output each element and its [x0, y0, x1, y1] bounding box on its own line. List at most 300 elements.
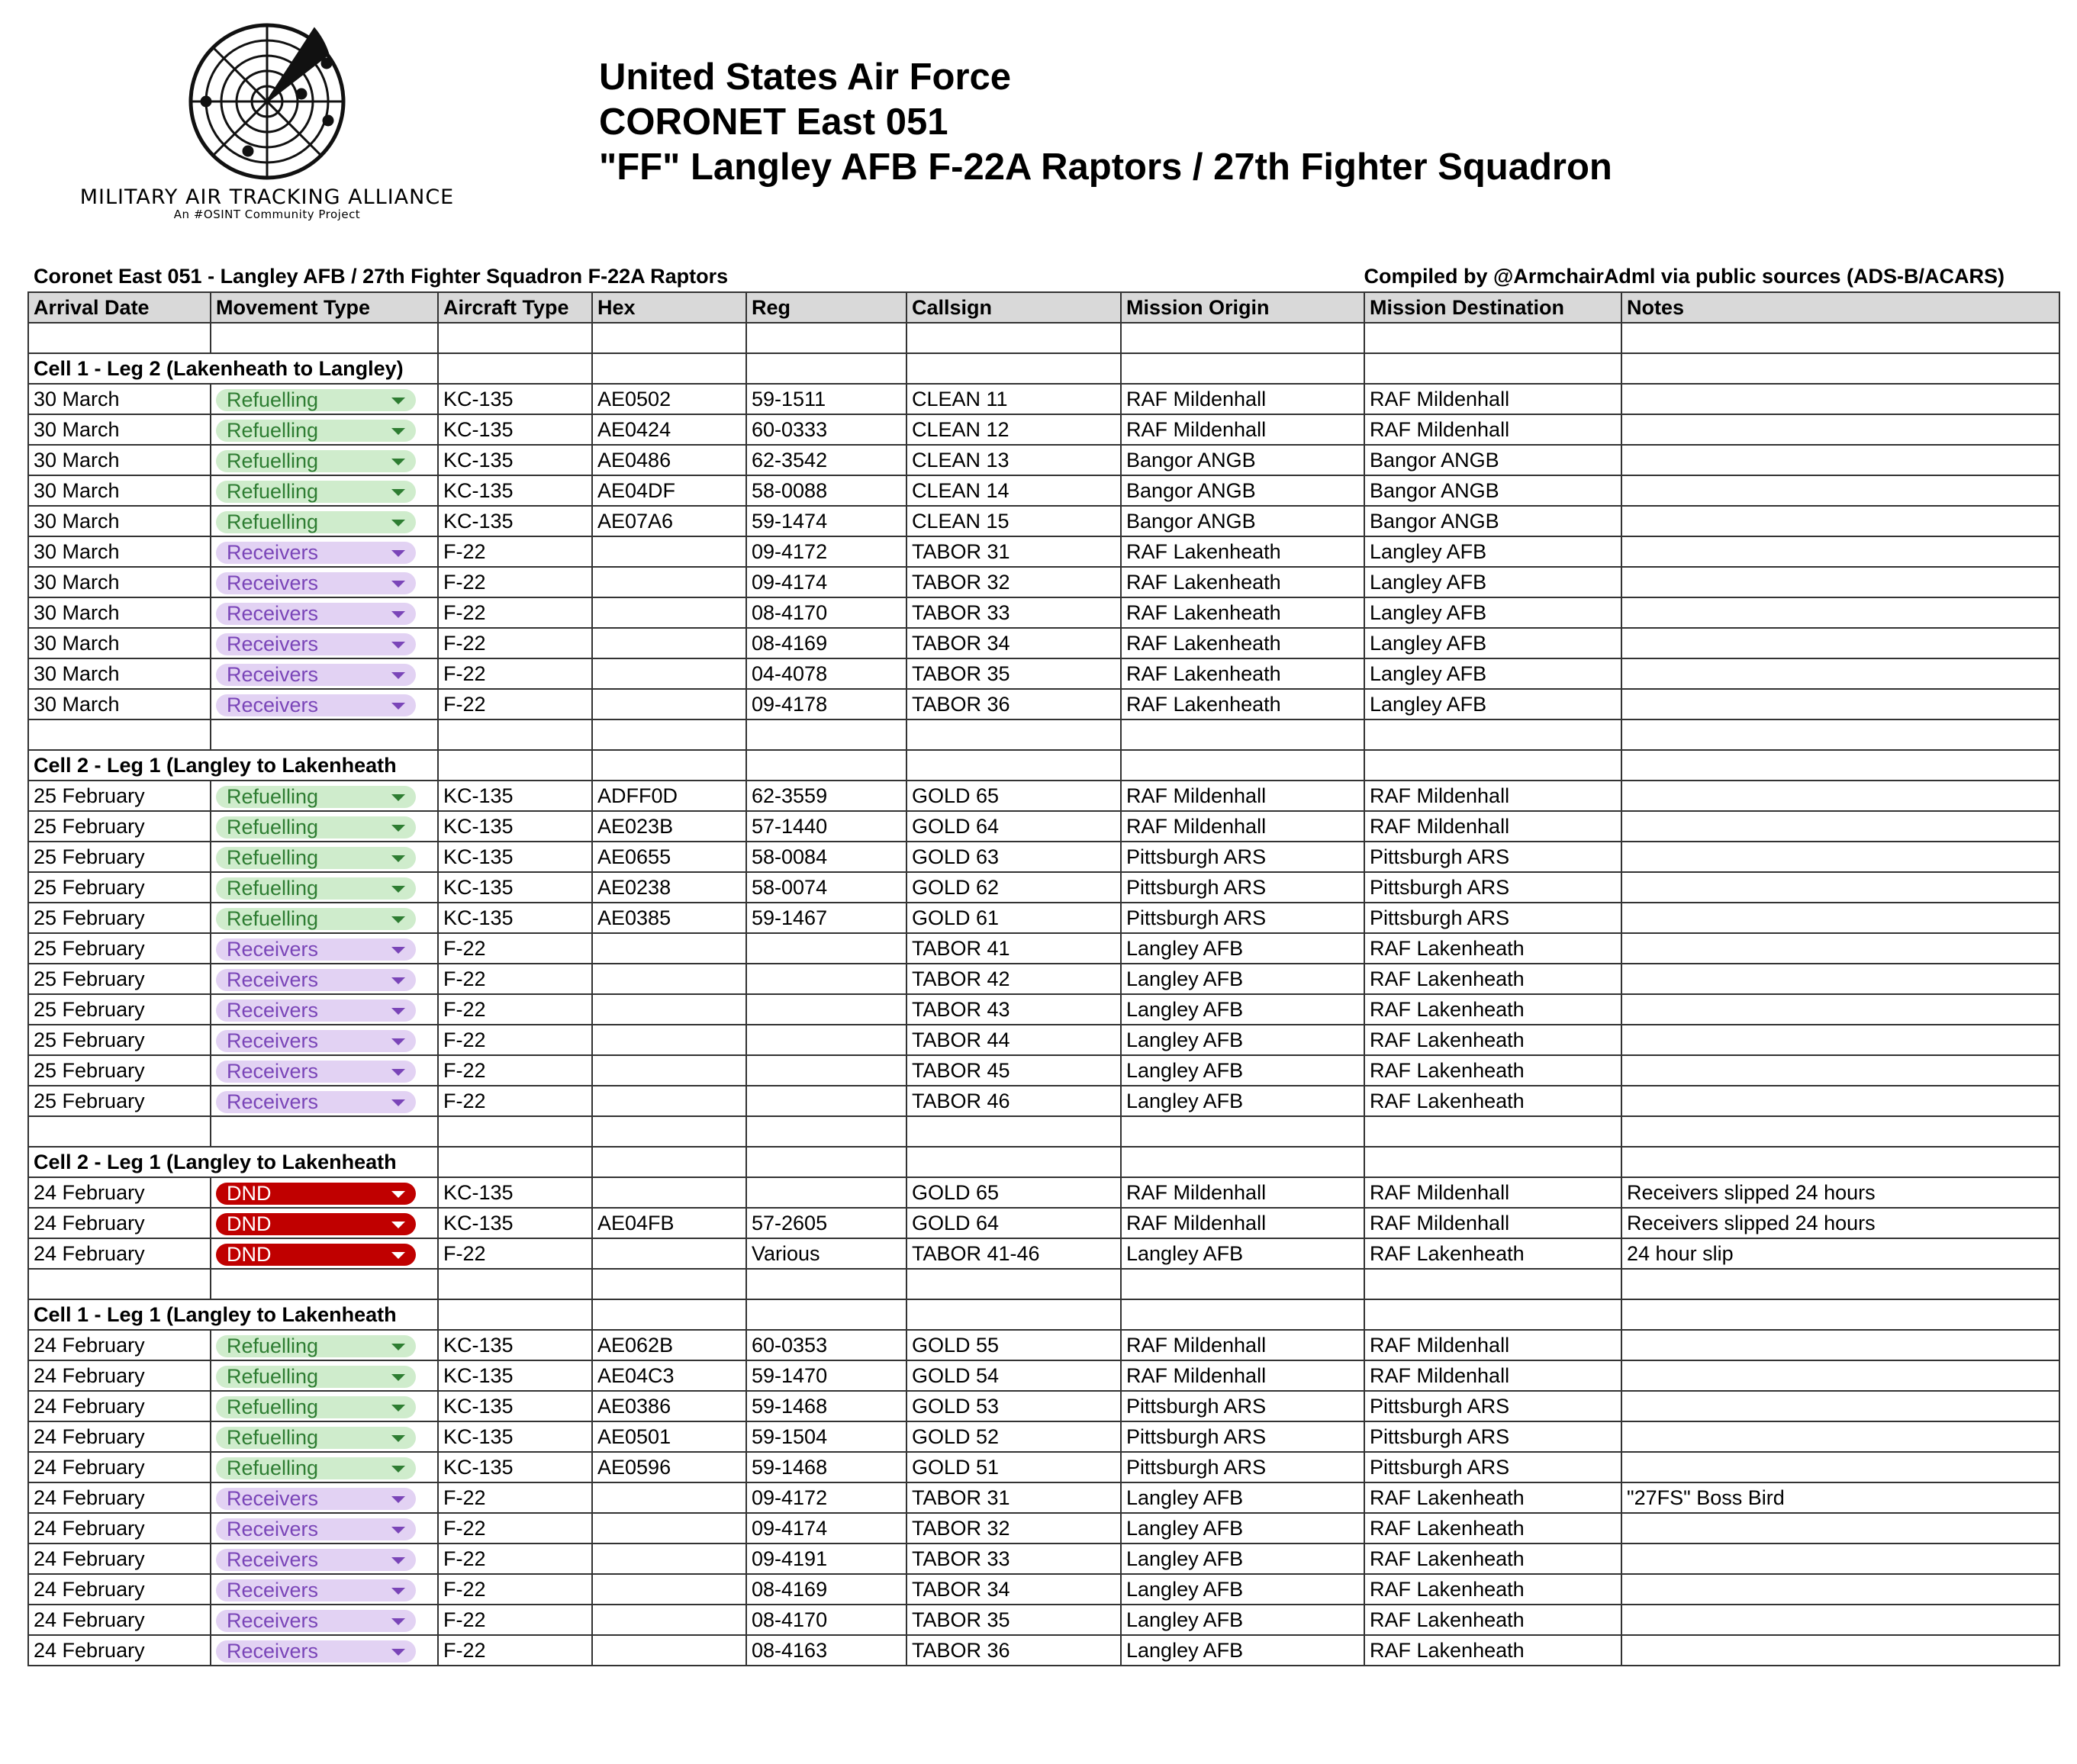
date-cell[interactable]: 30 March — [28, 445, 211, 475]
date-cell[interactable]: 24 February — [28, 1238, 211, 1269]
reg-cell[interactable]: 59-1474 — [746, 506, 906, 536]
notes-cell[interactable] — [1621, 445, 2059, 475]
table-cell[interactable] — [1621, 750, 2059, 781]
origin-cell[interactable]: Pittsburgh ARS — [1121, 1421, 1364, 1452]
hex-cell[interactable] — [592, 628, 746, 658]
reg-cell[interactable] — [746, 1177, 906, 1208]
callsign-cell[interactable]: TABOR 36 — [906, 1635, 1121, 1666]
table-cell[interactable] — [28, 1269, 211, 1299]
table-cell[interactable] — [592, 719, 746, 750]
header-cell[interactable]: Mission Origin — [1121, 292, 1364, 323]
table-cell[interactable] — [592, 323, 746, 353]
reg-cell[interactable] — [746, 1055, 906, 1086]
aircraft-cell[interactable]: F-22 — [438, 1055, 592, 1086]
dest-cell[interactable]: RAF Lakenheath — [1364, 1544, 1621, 1574]
notes-cell[interactable] — [1621, 689, 2059, 719]
callsign-cell[interactable]: GOLD 54 — [906, 1360, 1121, 1391]
hex-cell[interactable]: AE07A6 — [592, 506, 746, 536]
date-cell[interactable]: 24 February — [28, 1177, 211, 1208]
aircraft-cell[interactable]: F-22 — [438, 1635, 592, 1666]
aircraft-cell[interactable]: F-22 — [438, 933, 592, 964]
origin-cell[interactable]: Pittsburgh ARS — [1121, 842, 1364, 872]
callsign-cell[interactable]: GOLD 63 — [906, 842, 1121, 872]
callsign-cell[interactable]: GOLD 64 — [906, 1208, 1121, 1238]
dest-cell[interactable]: RAF Lakenheath — [1364, 1635, 1621, 1666]
reg-cell[interactable]: 09-4178 — [746, 689, 906, 719]
notes-cell[interactable] — [1621, 536, 2059, 567]
movement-type-dropdown[interactable]: Receivers — [216, 1579, 416, 1601]
origin-cell[interactable]: Langley AFB — [1121, 1086, 1364, 1116]
dest-cell[interactable]: RAF Mildenhall — [1364, 781, 1621, 811]
reg-cell[interactable]: 09-4174 — [746, 567, 906, 597]
notes-cell[interactable] — [1621, 1086, 2059, 1116]
origin-cell[interactable]: RAF Lakenheath — [1121, 628, 1364, 658]
origin-cell[interactable]: RAF Mildenhall — [1121, 1330, 1364, 1360]
callsign-cell[interactable]: GOLD 55 — [906, 1330, 1121, 1360]
movement-type-dropdown[interactable]: DND — [216, 1213, 416, 1235]
movement-type-dropdown[interactable]: Refuelling — [216, 877, 416, 900]
notes-cell[interactable] — [1621, 842, 2059, 872]
dest-cell[interactable]: RAF Lakenheath — [1364, 964, 1621, 994]
reg-cell[interactable]: 09-4191 — [746, 1544, 906, 1574]
movement-type-cell[interactable] — [211, 964, 438, 994]
movement-type-cell[interactable] — [211, 1421, 438, 1452]
aircraft-cell[interactable]: F-22 — [438, 597, 592, 628]
hex-cell[interactable]: AE023B — [592, 811, 746, 842]
reg-cell[interactable] — [746, 933, 906, 964]
date-cell[interactable]: 30 March — [28, 628, 211, 658]
aircraft-cell[interactable]: KC-135 — [438, 1330, 592, 1360]
table-cell[interactable] — [28, 323, 211, 353]
notes-cell[interactable]: Receivers slipped 24 hours — [1621, 1208, 2059, 1238]
aircraft-cell[interactable]: F-22 — [438, 994, 592, 1025]
reg-cell[interactable] — [746, 964, 906, 994]
callsign-cell[interactable]: CLEAN 14 — [906, 475, 1121, 506]
table-cell[interactable] — [906, 1299, 1121, 1330]
hex-cell[interactable]: AE0385 — [592, 903, 746, 933]
movement-type-cell[interactable] — [211, 628, 438, 658]
reg-cell[interactable]: 08-4170 — [746, 597, 906, 628]
movement-type-dropdown[interactable]: Receivers — [216, 542, 416, 564]
aircraft-cell[interactable]: KC-135 — [438, 781, 592, 811]
reg-cell[interactable]: 59-1511 — [746, 384, 906, 414]
callsign-cell[interactable]: TABOR 41-46 — [906, 1238, 1121, 1269]
hex-cell[interactable]: AE0486 — [592, 445, 746, 475]
hex-cell[interactable]: AE04FB — [592, 1208, 746, 1238]
dest-cell[interactable]: Bangor ANGB — [1364, 475, 1621, 506]
table-cell[interactable] — [906, 1147, 1121, 1177]
origin-cell[interactable]: Langley AFB — [1121, 994, 1364, 1025]
dest-cell[interactable]: RAF Lakenheath — [1364, 1025, 1621, 1055]
dest-cell[interactable]: RAF Mildenhall — [1364, 1330, 1621, 1360]
notes-cell[interactable] — [1621, 933, 2059, 964]
table-cell[interactable] — [1121, 1147, 1364, 1177]
table-cell[interactable] — [1364, 353, 1621, 384]
table-cell[interactable] — [1621, 323, 2059, 353]
notes-cell[interactable] — [1621, 658, 2059, 689]
aircraft-cell[interactable]: F-22 — [438, 1025, 592, 1055]
date-cell[interactable]: 30 March — [28, 384, 211, 414]
movement-type-cell[interactable] — [211, 1086, 438, 1116]
date-cell[interactable]: 24 February — [28, 1360, 211, 1391]
reg-cell[interactable] — [746, 1086, 906, 1116]
section-label[interactable]: Cell 1 - Leg 1 (Langley to Lakenheath — [28, 1299, 438, 1330]
callsign-cell[interactable]: TABOR 46 — [906, 1086, 1121, 1116]
table-cell[interactable] — [1364, 719, 1621, 750]
hex-cell[interactable] — [592, 567, 746, 597]
table-cell[interactable] — [746, 1116, 906, 1147]
notes-cell[interactable]: 24 hour slip — [1621, 1238, 2059, 1269]
movement-type-cell[interactable] — [211, 1238, 438, 1269]
origin-cell[interactable]: RAF Mildenhall — [1121, 384, 1364, 414]
table-cell[interactable] — [592, 1269, 746, 1299]
movement-type-dropdown[interactable]: Refuelling — [216, 1427, 416, 1449]
dest-cell[interactable]: RAF Mildenhall — [1364, 1360, 1621, 1391]
reg-cell[interactable]: 58-0074 — [746, 872, 906, 903]
aircraft-cell[interactable]: F-22 — [438, 1238, 592, 1269]
dest-cell[interactable]: RAF Mildenhall — [1364, 414, 1621, 445]
table-cell[interactable] — [1621, 1147, 2059, 1177]
origin-cell[interactable]: Langley AFB — [1121, 964, 1364, 994]
origin-cell[interactable]: Langley AFB — [1121, 1605, 1364, 1635]
movement-type-cell[interactable] — [211, 1391, 438, 1421]
notes-cell[interactable]: "27FS" Boss Bird — [1621, 1482, 2059, 1513]
table-cell[interactable] — [438, 353, 592, 384]
notes-cell[interactable] — [1621, 1452, 2059, 1482]
hex-cell[interactable]: AE0502 — [592, 384, 746, 414]
notes-cell[interactable] — [1621, 903, 2059, 933]
reg-cell[interactable]: 57-1440 — [746, 811, 906, 842]
movement-type-cell[interactable] — [211, 567, 438, 597]
header-cell[interactable]: Arrival Date — [28, 292, 211, 323]
table-cell[interactable] — [906, 1116, 1121, 1147]
movement-type-cell[interactable] — [211, 1482, 438, 1513]
origin-cell[interactable]: RAF Mildenhall — [1121, 1360, 1364, 1391]
table-cell[interactable] — [1121, 323, 1364, 353]
table-cell[interactable] — [906, 719, 1121, 750]
aircraft-cell[interactable]: KC-135 — [438, 1208, 592, 1238]
date-cell[interactable]: 30 March — [28, 536, 211, 567]
table-cell[interactable] — [1364, 1147, 1621, 1177]
table-cell[interactable] — [438, 323, 592, 353]
header-cell[interactable]: Aircraft Type — [438, 292, 592, 323]
dest-cell[interactable]: RAF Mildenhall — [1364, 1177, 1621, 1208]
date-cell[interactable]: 24 February — [28, 1513, 211, 1544]
aircraft-cell[interactable]: F-22 — [438, 658, 592, 689]
table-cell[interactable] — [592, 750, 746, 781]
movement-type-dropdown[interactable]: Receivers — [216, 1061, 416, 1083]
notes-cell[interactable] — [1621, 994, 2059, 1025]
date-cell[interactable]: 24 February — [28, 1574, 211, 1605]
movement-type-dropdown[interactable]: Refuelling — [216, 420, 416, 442]
table-cell[interactable] — [592, 1147, 746, 1177]
movement-type-dropdown[interactable]: Receivers — [216, 1610, 416, 1632]
origin-cell[interactable]: RAF Mildenhall — [1121, 414, 1364, 445]
header-cell[interactable]: Callsign — [906, 292, 1121, 323]
movement-type-dropdown[interactable]: Refuelling — [216, 450, 416, 472]
aircraft-cell[interactable]: KC-135 — [438, 414, 592, 445]
table-cell[interactable] — [1121, 1269, 1364, 1299]
aircraft-cell[interactable]: F-22 — [438, 1482, 592, 1513]
notes-cell[interactable] — [1621, 1025, 2059, 1055]
movement-type-cell[interactable] — [211, 1330, 438, 1360]
origin-cell[interactable]: Pittsburgh ARS — [1121, 1452, 1364, 1482]
movement-type-dropdown[interactable]: DND — [216, 1183, 416, 1205]
callsign-cell[interactable]: TABOR 32 — [906, 567, 1121, 597]
dest-cell[interactable]: Langley AFB — [1364, 628, 1621, 658]
origin-cell[interactable]: Bangor ANGB — [1121, 475, 1364, 506]
hex-cell[interactable] — [592, 689, 746, 719]
section-label[interactable]: Cell 2 - Leg 1 (Langley to Lakenheath — [28, 1147, 438, 1177]
reg-cell[interactable]: 62-3559 — [746, 781, 906, 811]
table-cell[interactable] — [1364, 1299, 1621, 1330]
movement-type-dropdown[interactable]: Refuelling — [216, 1366, 416, 1388]
movement-type-cell[interactable] — [211, 1513, 438, 1544]
table-cell[interactable] — [211, 1116, 438, 1147]
movement-type-dropdown[interactable]: Receivers — [216, 1030, 416, 1052]
table-cell[interactable] — [1621, 719, 2059, 750]
header-cell[interactable]: Reg — [746, 292, 906, 323]
callsign-cell[interactable]: CLEAN 11 — [906, 384, 1121, 414]
dest-cell[interactable]: Langley AFB — [1364, 689, 1621, 719]
callsign-cell[interactable]: TABOR 44 — [906, 1025, 1121, 1055]
date-cell[interactable]: 25 February — [28, 842, 211, 872]
dest-cell[interactable]: RAF Mildenhall — [1364, 1208, 1621, 1238]
hex-cell[interactable] — [592, 1177, 746, 1208]
movement-type-dropdown[interactable]: Receivers — [216, 1518, 416, 1540]
date-cell[interactable]: 24 February — [28, 1391, 211, 1421]
hex-cell[interactable]: AE0501 — [592, 1421, 746, 1452]
movement-type-cell[interactable] — [211, 414, 438, 445]
dest-cell[interactable]: Pittsburgh ARS — [1364, 1421, 1621, 1452]
callsign-cell[interactable]: TABOR 34 — [906, 1574, 1121, 1605]
reg-cell[interactable]: 04-4078 — [746, 658, 906, 689]
notes-cell[interactable] — [1621, 597, 2059, 628]
movement-type-cell[interactable] — [211, 1635, 438, 1666]
aircraft-cell[interactable]: F-22 — [438, 567, 592, 597]
notes-cell[interactable] — [1621, 781, 2059, 811]
aircraft-cell[interactable]: KC-135 — [438, 475, 592, 506]
movement-type-cell[interactable] — [211, 811, 438, 842]
movement-type-cell[interactable] — [211, 1360, 438, 1391]
reg-cell[interactable]: 57-2605 — [746, 1208, 906, 1238]
callsign-cell[interactable]: CLEAN 12 — [906, 414, 1121, 445]
hex-cell[interactable]: ADFF0D — [592, 781, 746, 811]
hex-cell[interactable] — [592, 964, 746, 994]
dest-cell[interactable]: Bangor ANGB — [1364, 506, 1621, 536]
table-cell[interactable] — [906, 1269, 1121, 1299]
callsign-cell[interactable]: GOLD 62 — [906, 872, 1121, 903]
movement-type-cell[interactable] — [211, 384, 438, 414]
movement-type-cell[interactable] — [211, 658, 438, 689]
table-cell[interactable] — [592, 353, 746, 384]
dest-cell[interactable]: Langley AFB — [1364, 567, 1621, 597]
dest-cell[interactable]: RAF Mildenhall — [1364, 384, 1621, 414]
movement-type-dropdown[interactable]: Refuelling — [216, 389, 416, 411]
aircraft-cell[interactable]: F-22 — [438, 1574, 592, 1605]
callsign-cell[interactable]: GOLD 61 — [906, 903, 1121, 933]
date-cell[interactable]: 30 March — [28, 597, 211, 628]
reg-cell[interactable]: 08-4169 — [746, 1574, 906, 1605]
table-cell[interactable] — [438, 719, 592, 750]
origin-cell[interactable]: RAF Lakenheath — [1121, 567, 1364, 597]
dest-cell[interactable]: Pittsburgh ARS — [1364, 1452, 1621, 1482]
notes-cell[interactable] — [1621, 1055, 2059, 1086]
callsign-cell[interactable]: TABOR 35 — [906, 658, 1121, 689]
reg-cell[interactable]: 59-1468 — [746, 1452, 906, 1482]
origin-cell[interactable]: RAF Lakenheath — [1121, 658, 1364, 689]
origin-cell[interactable]: Bangor ANGB — [1121, 445, 1364, 475]
origin-cell[interactable]: Langley AFB — [1121, 1025, 1364, 1055]
origin-cell[interactable]: Langley AFB — [1121, 1635, 1364, 1666]
reg-cell[interactable]: 59-1470 — [746, 1360, 906, 1391]
origin-cell[interactable]: RAF Mildenhall — [1121, 781, 1364, 811]
dest-cell[interactable]: RAF Lakenheath — [1364, 1513, 1621, 1544]
movement-type-cell[interactable] — [211, 536, 438, 567]
date-cell[interactable]: 24 February — [28, 1482, 211, 1513]
movement-type-cell[interactable] — [211, 475, 438, 506]
table-cell[interactable] — [592, 1116, 746, 1147]
date-cell[interactable]: 25 February — [28, 964, 211, 994]
date-cell[interactable]: 25 February — [28, 811, 211, 842]
table-cell[interactable] — [1121, 719, 1364, 750]
origin-cell[interactable]: RAF Lakenheath — [1121, 536, 1364, 567]
aircraft-cell[interactable]: KC-135 — [438, 506, 592, 536]
header-cell[interactable]: Mission Destination — [1364, 292, 1621, 323]
date-cell[interactable]: 24 February — [28, 1208, 211, 1238]
aircraft-cell[interactable]: KC-135 — [438, 1177, 592, 1208]
dest-cell[interactable]: RAF Lakenheath — [1364, 1482, 1621, 1513]
date-cell[interactable]: 25 February — [28, 1055, 211, 1086]
notes-cell[interactable] — [1621, 1391, 2059, 1421]
movement-type-cell[interactable] — [211, 872, 438, 903]
callsign-cell[interactable]: TABOR 32 — [906, 1513, 1121, 1544]
origin-cell[interactable]: Langley AFB — [1121, 1482, 1364, 1513]
movement-type-cell[interactable] — [211, 933, 438, 964]
hex-cell[interactable]: AE04DF — [592, 475, 746, 506]
notes-cell[interactable] — [1621, 872, 2059, 903]
hex-cell[interactable] — [592, 1574, 746, 1605]
aircraft-cell[interactable]: KC-135 — [438, 903, 592, 933]
dest-cell[interactable]: Pittsburgh ARS — [1364, 1391, 1621, 1421]
reg-cell[interactable]: 60-0353 — [746, 1330, 906, 1360]
aircraft-cell[interactable]: KC-135 — [438, 1360, 592, 1391]
hex-cell[interactable]: AE0238 — [592, 872, 746, 903]
movement-type-cell[interactable] — [211, 781, 438, 811]
aircraft-cell[interactable]: F-22 — [438, 964, 592, 994]
movement-type-dropdown[interactable]: Receivers — [216, 633, 416, 655]
aircraft-cell[interactable]: KC-135 — [438, 1452, 592, 1482]
callsign-cell[interactable]: TABOR 31 — [906, 536, 1121, 567]
movement-type-dropdown[interactable]: Refuelling — [216, 1396, 416, 1418]
movement-type-dropdown[interactable]: Refuelling — [216, 816, 416, 839]
movement-type-dropdown[interactable]: Receivers — [216, 1549, 416, 1571]
aircraft-cell[interactable]: F-22 — [438, 628, 592, 658]
movement-type-dropdown[interactable]: DND — [216, 1244, 416, 1266]
hex-cell[interactable]: AE0424 — [592, 414, 746, 445]
table-cell[interactable] — [1621, 1116, 2059, 1147]
notes-cell[interactable] — [1621, 1544, 2059, 1574]
hex-cell[interactable] — [592, 994, 746, 1025]
hex-cell[interactable] — [592, 933, 746, 964]
movement-type-dropdown[interactable]: Refuelling — [216, 1457, 416, 1479]
dest-cell[interactable]: RAF Lakenheath — [1364, 1605, 1621, 1635]
date-cell[interactable]: 30 March — [28, 658, 211, 689]
notes-cell[interactable] — [1621, 567, 2059, 597]
date-cell[interactable]: 24 February — [28, 1544, 211, 1574]
table-cell[interactable] — [746, 1269, 906, 1299]
reg-cell[interactable]: 59-1467 — [746, 903, 906, 933]
reg-cell[interactable]: 62-3542 — [746, 445, 906, 475]
origin-cell[interactable]: Pittsburgh ARS — [1121, 903, 1364, 933]
callsign-cell[interactable]: TABOR 36 — [906, 689, 1121, 719]
callsign-cell[interactable]: GOLD 65 — [906, 781, 1121, 811]
reg-cell[interactable]: 58-0084 — [746, 842, 906, 872]
movement-type-cell[interactable] — [211, 1177, 438, 1208]
notes-cell[interactable]: Receivers slipped 24 hours — [1621, 1177, 2059, 1208]
reg-cell[interactable]: 08-4169 — [746, 628, 906, 658]
date-cell[interactable]: 30 March — [28, 506, 211, 536]
movement-type-cell[interactable] — [211, 1574, 438, 1605]
table-cell[interactable] — [438, 1299, 592, 1330]
notes-cell[interactable] — [1621, 1360, 2059, 1391]
reg-cell[interactable] — [746, 994, 906, 1025]
callsign-cell[interactable]: TABOR 35 — [906, 1605, 1121, 1635]
hex-cell[interactable] — [592, 1544, 746, 1574]
table-cell[interactable] — [28, 719, 211, 750]
movement-type-dropdown[interactable]: Refuelling — [216, 786, 416, 808]
aircraft-cell[interactable]: F-22 — [438, 1605, 592, 1635]
reg-cell[interactable]: 60-0333 — [746, 414, 906, 445]
table-cell[interactable] — [906, 353, 1121, 384]
dest-cell[interactable]: Pittsburgh ARS — [1364, 872, 1621, 903]
notes-cell[interactable] — [1621, 964, 2059, 994]
hex-cell[interactable] — [592, 1513, 746, 1544]
date-cell[interactable]: 25 February — [28, 872, 211, 903]
callsign-cell[interactable]: GOLD 52 — [906, 1421, 1121, 1452]
aircraft-cell[interactable]: KC-135 — [438, 445, 592, 475]
movement-type-cell[interactable] — [211, 1025, 438, 1055]
movement-type-cell[interactable] — [211, 994, 438, 1025]
movement-type-cell[interactable] — [211, 1544, 438, 1574]
movement-type-cell[interactable] — [211, 842, 438, 872]
movement-type-cell[interactable] — [211, 1055, 438, 1086]
origin-cell[interactable]: Pittsburgh ARS — [1121, 872, 1364, 903]
section-label[interactable]: Cell 1 - Leg 2 (Lakenheath to Langley) — [28, 353, 438, 384]
movement-type-cell[interactable] — [211, 445, 438, 475]
section-label[interactable]: Cell 2 - Leg 1 (Langley to Lakenheath — [28, 750, 438, 781]
table-cell[interactable] — [438, 1269, 592, 1299]
callsign-cell[interactable]: TABOR 33 — [906, 597, 1121, 628]
header-cell[interactable]: Hex — [592, 292, 746, 323]
table-cell[interactable] — [746, 750, 906, 781]
notes-cell[interactable] — [1621, 384, 2059, 414]
dest-cell[interactable]: Pittsburgh ARS — [1364, 903, 1621, 933]
origin-cell[interactable]: Bangor ANGB — [1121, 506, 1364, 536]
header-cell[interactable]: Movement Type — [211, 292, 438, 323]
movement-type-cell[interactable] — [211, 597, 438, 628]
origin-cell[interactable]: Langley AFB — [1121, 933, 1364, 964]
table-cell[interactable] — [592, 1299, 746, 1330]
notes-cell[interactable] — [1621, 475, 2059, 506]
date-cell[interactable]: 30 March — [28, 567, 211, 597]
callsign-cell[interactable]: TABOR 34 — [906, 628, 1121, 658]
hex-cell[interactable]: AE04C3 — [592, 1360, 746, 1391]
date-cell[interactable]: 25 February — [28, 781, 211, 811]
date-cell[interactable]: 24 February — [28, 1421, 211, 1452]
movement-type-dropdown[interactable]: Refuelling — [216, 481, 416, 503]
table-cell[interactable] — [1364, 1269, 1621, 1299]
